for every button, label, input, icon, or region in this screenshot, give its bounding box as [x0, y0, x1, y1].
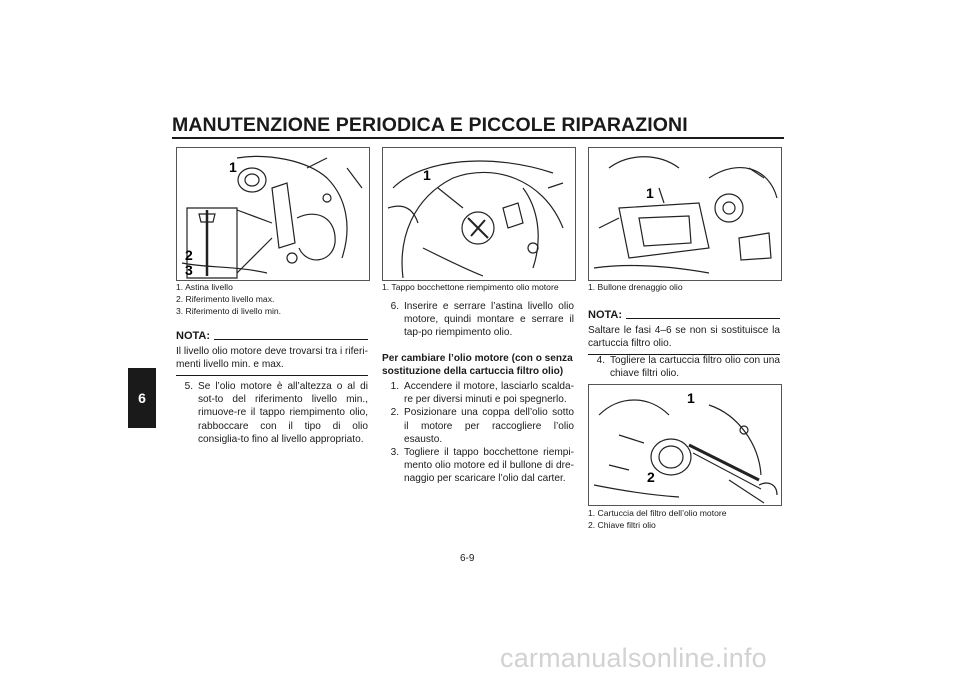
nota-heading	[176, 330, 368, 342]
step-number: 4.	[596, 355, 605, 366]
step-number: 3.	[390, 447, 399, 459]
oil-change-steps	[382, 380, 574, 486]
figure1-captions	[176, 281, 281, 318]
caption-line: 3. Riferimento di livello min.	[176, 306, 282, 317]
figure4-callout-2: 2	[647, 469, 655, 485]
page-title: MANUTENZIONE PERIODICA E PICCOLE RIPARAZIONI	[172, 114, 688, 136]
caption-line: 1. Bullone drenaggio olio	[588, 282, 683, 292]
step-number: 6.	[390, 301, 399, 312]
nota-heading	[588, 309, 780, 321]
figure-oil-filler-cap	[382, 147, 576, 281]
title-rule	[172, 137, 784, 139]
figure4-callout-1: 1	[687, 390, 695, 406]
step-5	[176, 380, 368, 446]
step-text: Posizionare una coppa dell’olio sotto il motore per raccogliere l’olio esausto.	[404, 407, 574, 445]
dipstick-illustration	[177, 148, 369, 280]
step-text: Accendere il motore, lasciarlo scalda-re per diversi minuti e poi spegnerlo.	[404, 381, 574, 406]
figure-drain-bolt	[588, 147, 782, 281]
step-1	[382, 380, 574, 406]
nota-rule	[214, 339, 368, 340]
figure-oil-filter-cartridge	[588, 384, 782, 506]
nota-text: Il livello olio motore deve trovarsi tra i riferi-menti livello min. e max.	[176, 346, 368, 371]
nota-rule	[626, 318, 780, 319]
caption-line: 1. Tappo bocchettone riempimento olio motore	[382, 282, 559, 292]
figure2-captions	[382, 281, 559, 293]
step-text: Togliere la cartuccia filtro olio con una chiave filtri olio.	[610, 355, 780, 380]
figure2-callout-1: 1	[423, 167, 431, 183]
step-2	[382, 406, 574, 446]
figure-dipstick	[176, 147, 370, 281]
figure1-callout-3: 3	[185, 262, 193, 278]
section-tab: 6	[128, 368, 156, 428]
nota-end-rule	[176, 375, 368, 376]
oil-change-subheading: Per cambiare l’olio motore (con o senza sostituzione della cartuccia filtro olio)	[382, 353, 573, 378]
page-number: 6-9	[460, 553, 475, 564]
figure3-captions	[588, 281, 683, 293]
step-text: Se l’olio motore è all’altezza o al di sot-to del riferimento livello min., rimuove-re il tappo riempimento olio, rabboccare con il tipo di olio consiglia-to fino al livello appropriato.	[198, 381, 368, 445]
step-number: 1.	[390, 381, 399, 392]
drain-bolt-illustration	[589, 148, 781, 280]
step-6	[382, 300, 574, 340]
figure3-callout-1: 1	[646, 185, 654, 201]
caption-line: 2. Riferimento livello max.	[176, 294, 275, 305]
nota-label: NOTA:	[588, 309, 623, 321]
figure1-callout-2: 2	[185, 247, 193, 263]
figure1-callout-1: 1	[229, 159, 237, 175]
step-text: Togliere il tappo bocchettone riempi-mento olio motore ed il bullone di dre-naggio per scaricare l’olio dal carter.	[404, 447, 574, 485]
nota-text: Saltare le fasi 4–6 se non si sostituisce la cartuccia filtro olio.	[588, 325, 780, 350]
step-number: 2.	[390, 407, 399, 419]
watermark-text: carmanualsonline.info	[500, 643, 767, 673]
caption-line: 1. Cartuccia del filtro dell’olio motore	[588, 508, 727, 518]
step-number: 5.	[184, 381, 193, 392]
caption-line: 2. Chiave filtri olio	[588, 520, 656, 531]
step-text: Inserire e serrare l’astina livello olio motore, quindi montare e serrare il tap-po riempimento olio.	[404, 301, 574, 339]
oil-filler-cap-illustration	[383, 148, 575, 280]
step-3	[382, 446, 574, 486]
step-4	[588, 354, 780, 380]
nota-box-1	[176, 330, 368, 376]
oil-filter-illustration	[589, 385, 781, 505]
nota-box-2	[588, 309, 780, 355]
caption-line: 1. Astina livello	[176, 282, 233, 292]
nota-label: NOTA:	[176, 330, 211, 342]
figure4-captions	[588, 507, 727, 531]
